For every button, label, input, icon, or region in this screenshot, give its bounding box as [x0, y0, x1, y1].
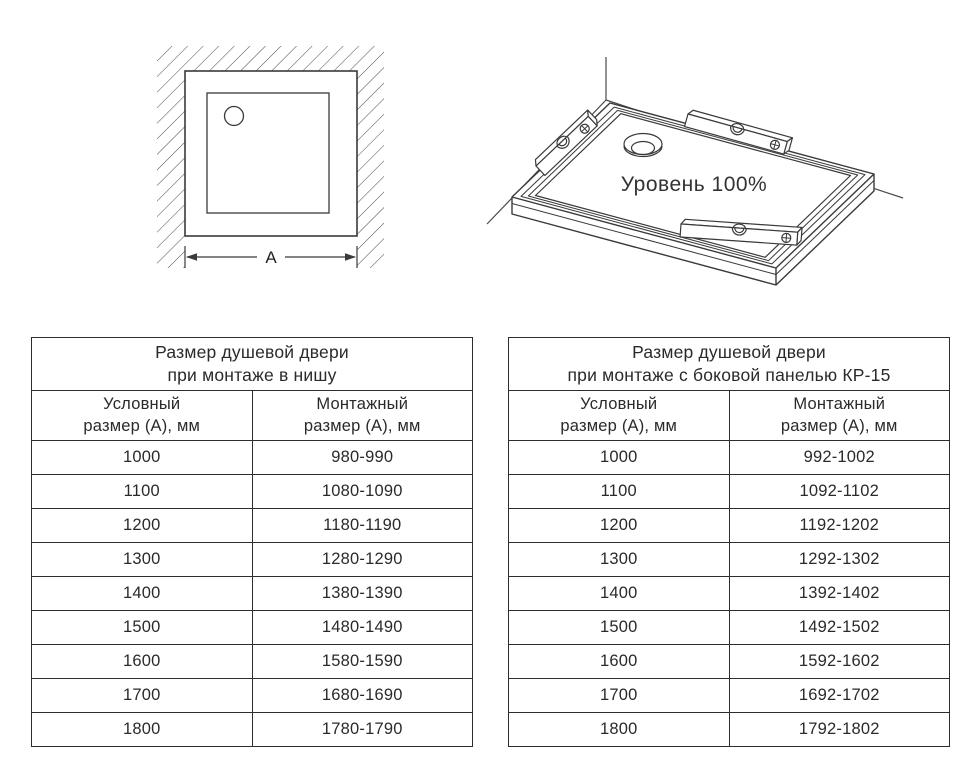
col-header-mounting-size	[729, 391, 950, 441]
table-row	[509, 611, 950, 645]
table-row	[32, 713, 473, 747]
title-line-1: Размер душевой двери	[155, 341, 349, 362]
col-header-conditional-size	[32, 391, 253, 441]
table-row	[32, 543, 473, 577]
cell-conditional-size: 1100	[509, 475, 730, 509]
cell-mounting-size: 1792-1802	[729, 713, 950, 747]
cell-mounting-size: 1192-1202	[729, 509, 950, 543]
cell-conditional-size: 1200	[509, 509, 730, 543]
col-header-line-1: Монтажный	[316, 395, 409, 414]
col-header-line-1: Условный	[103, 395, 181, 414]
cell-conditional-size: 1000	[32, 441, 253, 475]
table-row	[32, 611, 473, 645]
cell-conditional-size: 1400	[509, 577, 730, 611]
table-header-row	[32, 391, 473, 441]
col-header-line-2: размер (А), мм	[83, 416, 201, 435]
table-row	[509, 713, 950, 747]
cell-mounting-size: 1380-1390	[252, 577, 473, 611]
table-title-row	[509, 338, 950, 391]
cell-mounting-size: 992-1002	[729, 441, 950, 475]
table-row	[509, 441, 950, 475]
tray-outer-rect	[185, 71, 357, 236]
cell-mounting-size: 1592-1602	[729, 645, 950, 679]
cell-conditional-size: 1100	[32, 475, 253, 509]
cell-mounting-size: 980-990	[252, 441, 473, 475]
cell-conditional-size: 1300	[509, 543, 730, 577]
title-line-2: при монтаже с боковой панелью КР-15	[567, 365, 891, 385]
drain-circle	[225, 107, 244, 126]
table-niche-sizes	[31, 337, 473, 747]
table-row	[32, 577, 473, 611]
dimension-a	[185, 246, 357, 268]
col-header-line-1: Условный	[580, 395, 658, 414]
title-line-2: при монтаже в нишу	[167, 365, 337, 385]
table-row	[509, 577, 950, 611]
cell-mounting-size: 1580-1590	[252, 645, 473, 679]
arrow-left-icon	[186, 253, 197, 261]
table-row	[32, 645, 473, 679]
cell-mounting-size: 1480-1490	[252, 611, 473, 645]
cell-conditional-size: 1000	[509, 441, 730, 475]
col-header-line-2: размер (А), мм	[560, 416, 678, 435]
cell-conditional-size: 1800	[32, 713, 253, 747]
cell-mounting-size: 1280-1290	[252, 543, 473, 577]
cell-mounting-size: 1092-1102	[729, 475, 950, 509]
cell-conditional-size: 1700	[32, 679, 253, 713]
arrow-right-icon	[345, 253, 356, 261]
level-label: Уровень 100%	[620, 173, 768, 196]
col-header-line-2: размер (А), мм	[780, 416, 898, 435]
cell-mounting-size: 1292-1302	[729, 543, 950, 577]
table-row	[509, 645, 950, 679]
table-row	[32, 475, 473, 509]
cell-mounting-size: 1392-1402	[729, 577, 950, 611]
cell-mounting-size: 1492-1502	[729, 611, 950, 645]
niche-installation-diagram	[150, 38, 390, 273]
col-header-line-1: Монтажный	[793, 395, 886, 414]
table-row	[509, 475, 950, 509]
cell-conditional-size: 1800	[509, 713, 730, 747]
table-title	[32, 338, 473, 391]
cell-conditional-size: 1600	[32, 645, 253, 679]
cell-conditional-size: 1600	[509, 645, 730, 679]
cell-conditional-size: 1700	[509, 679, 730, 713]
table-title-row	[32, 338, 473, 391]
cell-mounting-size: 1180-1190	[252, 509, 473, 543]
col-header-mounting-size	[252, 391, 473, 441]
col-header-line-2: размер (А), мм	[303, 416, 421, 435]
title-line-1: Размер душевой двери	[632, 341, 826, 362]
table-panel-sizes	[508, 337, 950, 747]
cell-mounting-size: 1692-1702	[729, 679, 950, 713]
table-title	[509, 338, 950, 391]
tray-leveling-diagram	[485, 45, 960, 295]
cell-mounting-size: 1680-1690	[252, 679, 473, 713]
table-row	[509, 509, 950, 543]
table-header-row	[509, 391, 950, 441]
table-row	[509, 543, 950, 577]
table-row	[32, 509, 473, 543]
cell-conditional-size: 1300	[32, 543, 253, 577]
table-row	[509, 679, 950, 713]
cell-conditional-size: 1500	[509, 611, 730, 645]
cell-mounting-size: 1780-1790	[252, 713, 473, 747]
cell-conditional-size: 1200	[32, 509, 253, 543]
cell-conditional-size: 1500	[32, 611, 253, 645]
cell-conditional-size: 1400	[32, 577, 253, 611]
table-row	[32, 679, 473, 713]
cell-mounting-size: 1080-1090	[252, 475, 473, 509]
table-row	[32, 441, 473, 475]
col-header-conditional-size	[509, 391, 730, 441]
dimension-a-label: A	[265, 248, 277, 267]
